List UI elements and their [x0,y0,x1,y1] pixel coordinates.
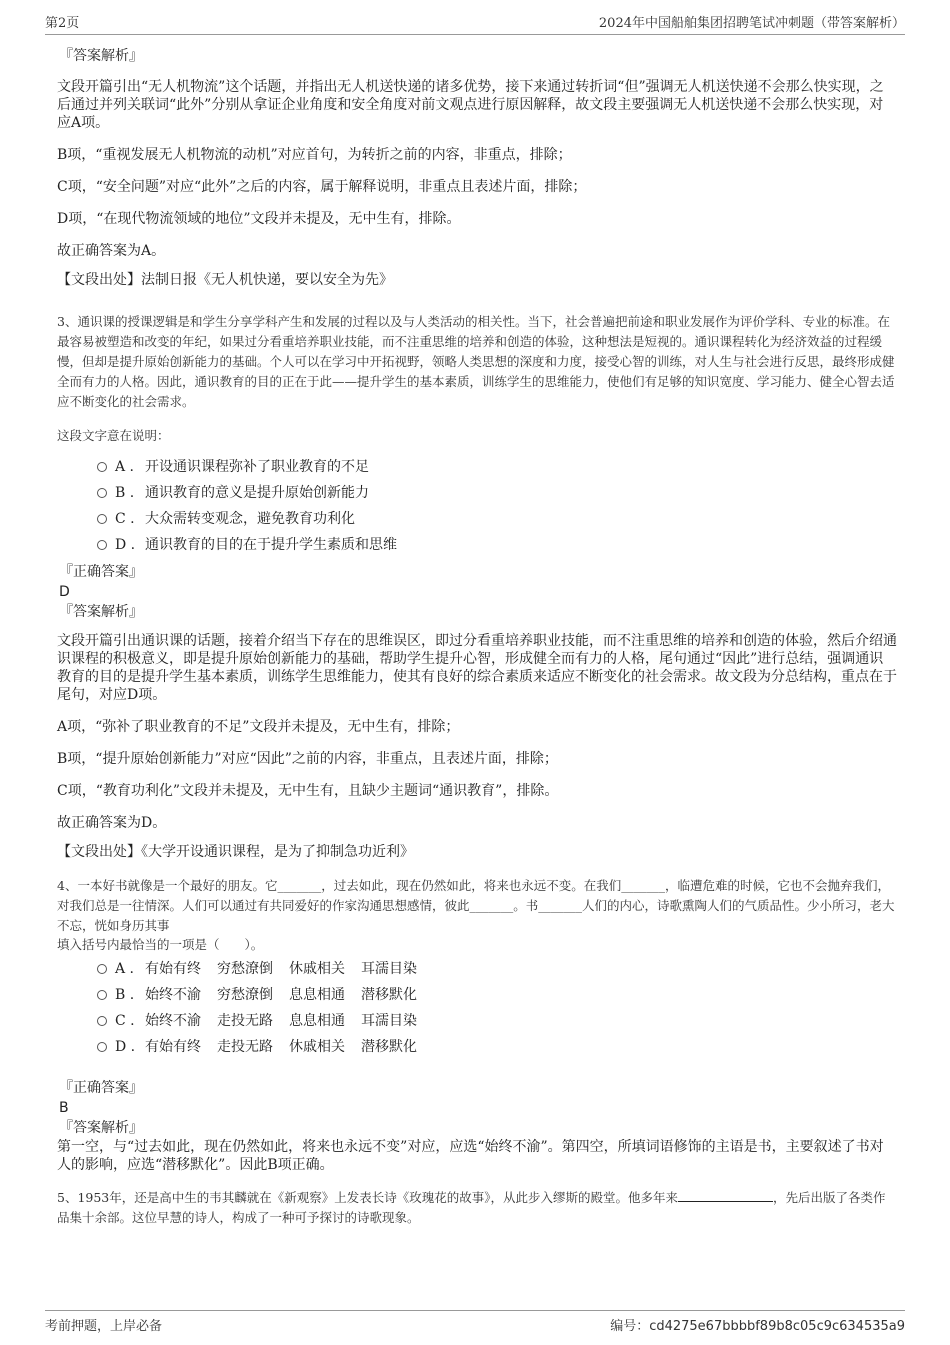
q3-prompt: 这段文字意在说明： [57,428,170,443]
q4-blank-2: _______ [621,878,665,893]
document-id: 编号：cd4275e67bbbbf89b8c05c9c634535a9 [610,1319,905,1334]
q2-analysis: 文段开篇引出“无人机物流”这个话题，并指出无人机送快递的诸多优势，接下来通过转折词“但”强调无人机送快递不会那么快实现，之后通过并列关联词“此外”分别从拿证企业角度和安全角度对前文观点进行原因解释，故文段主要强调无人机送快递不会那么快实现，对应A项。 [57,79,884,131]
radio-icon[interactable] [97,964,107,974]
page-content [57,44,897,1228]
q3-stem: 3、通识课的授课逻辑是和学生分享学科产生和发展的过程以及与人类活动的相关性。当下，社会普遍把前途和职业发展作为评价学科、专业的标准。在最容易被塑造和改变的年纪，如果过分看重培养职业技能，而不注重思维的培养和创造的体验，这种想法是短视的。通识课程转化为经济效益的过程缓慢，但却是提升原始创新能力的基础。个人可以在学习中开拓视野，领略人类思想的深度和力度，接受心智的训练，对人生与社会进行反思，最终形成健全而有力的人格。因此，通识教育的目的正在于此——提升学生的基本素质，训练学生的思维能力，使他们有足够的知识宽度、学习能力、健全心智去适应不断变化的社会需求。 [57,314,895,409]
radio-icon[interactable] [97,990,107,1000]
q3-option-a[interactable]: A . 开设通识课程弥补了职业教育的不足 [57,454,897,480]
q4-blank-4: _______ [538,898,583,913]
q2-analysis-b: B项，“重视发展无人机物流的动机”对应首句，为转折之前的内容，非重点，排除； [57,147,572,163]
radio-icon[interactable] [97,1042,107,1052]
q5-blank [678,1189,773,1202]
page-number: 第2页 [45,16,80,31]
q4-stem: 4、一本好书就像是一个最好的朋友。它_______，过去如此，现在仍然如此，将来也永远不变。在我们_______，临遭危难的时候，它也不会抛弃我们，对我们总是一往情深。人们可以通过有共同爱好的作家沟通思想感情，彼此_______。书_______人们的内心，诗歌熏陶人们的气质品性。少小所习，老大不忘，恍如身历其事 [57,878,895,933]
page-footer [45,1310,905,1340]
q2-analysis-label: 『答案解析』 [59,48,143,64]
q4-analysis: 第一空，与“过去如此，现在仍然如此，将来也永远不变”对应，应选“始终不渝”。第四空，所填词语修饰的主语是书，主要叙述了书对人的影响，应选“潜移默化”。因此B项正确。 [57,1139,884,1173]
q4-correct-answer: B [59,1100,69,1116]
q4-option-a[interactable]: A . 有始有终 穷愁潦倒 休戚相关 耳濡目染 [57,956,897,982]
q5-stem: 5、1953年，还是高中生的韦其麟就在《新观察》上发表长诗《玫瑰花的故事》，从此步入缪斯的殿堂。他多年来 ，先后出版了各类作品集十余部。这位早慧的诗人，构成了一种可予探讨的诗歌现象。 [57,1190,886,1225]
q4-blank-1: _______ [277,878,322,893]
q3-options [57,454,897,558]
q3-option-c[interactable]: C . 大众需转变观念，避免教育功利化 [57,506,897,532]
q4-analysis-label: 『答案解析』 [59,1120,143,1136]
q3-conclusion: 故正确答案为D。 [57,815,167,831]
q2-conclusion: 故正确答案为A。 [57,243,166,259]
q4-option-b[interactable]: B . 始终不渝 穷愁潦倒 息息相通 潜移默化 [57,982,897,1008]
q3-option-d[interactable]: D . 通识教育的目的在于提升学生素质和思维 [57,532,897,558]
q2-analysis-d: D项，“在现代物流领域的地位”文段并未提及，无中生有，排除。 [57,211,461,227]
q3-correct-label: 『正确答案』 [59,564,143,580]
q4-correct-label: 『正确答案』 [59,1080,143,1096]
radio-icon[interactable] [97,488,107,498]
q4-option-d[interactable]: D . 有始有终 走投无路 休戚相关 潜移默化 [57,1034,897,1060]
document-title: 2024年中国船舶集团招聘笔试冲刺题（带答案解析） [598,16,905,31]
q4-options [57,956,897,1060]
q3-correct-answer: D [59,584,70,600]
q2-source: 【文段出处】法制日报《无人机快递，要以安全为先》 [57,272,393,288]
footer-slogan: 考前押题，上岸必备 [45,1319,163,1334]
q3-analysis-b: B项，“提升原始创新能力”对应“因此”之前的内容，非重点，且表述片面，排除； [57,751,558,767]
q4-option-c[interactable]: C . 始终不渝 走投无路 息息相通 耳濡目染 [57,1008,897,1034]
q2-analysis-c: C项，“安全问题”对应“此外”之后的内容，属于解释说明，非重点且表述片面，排除； [57,179,587,195]
radio-icon[interactable] [97,540,107,550]
q3-analysis-a: A项，“弥补了职业教育的不足”文段并未提及，无中生有，排除； [57,719,460,735]
q3-analysis: 文段开篇引出通识课的话题，接着介绍当下存在的思维误区，即过分看重培养职业技能，而不注重思维的培养和创造的体验，然后介绍通识课程的积极意义，即是提升原始创新能力的基础，帮助学生提升心智，形成健全而有力的人格，尾句通过“因此”进行总结，强调通识教育的目的是提升学生基本素质，训练学生思维能力，使其有良好的综合素质来适应不断变化的社会需求。故文段为分总结构，重点在于尾句，对应D项。 [57,633,897,703]
radio-icon[interactable] [97,514,107,524]
page-header [45,12,905,35]
q3-analysis-c: C项，“教育功利化”文段并未提及，无中生有，且缺少主题词“通识教育”，排除。 [57,783,559,799]
radio-icon[interactable] [97,1016,107,1026]
q3-option-b[interactable]: B . 通识教育的意义是提升原始创新能力 [57,480,897,506]
q4-prompt: 填入括号内最恰当的一项是（ ）。 [57,937,264,952]
q3-source: 【文段出处】《大学开设通识课程，是为了抑制急功近利》 [57,844,414,860]
radio-icon[interactable] [97,462,107,472]
q3-analysis-label: 『答案解析』 [59,604,143,620]
q4-blank-3: _______ [469,898,514,913]
